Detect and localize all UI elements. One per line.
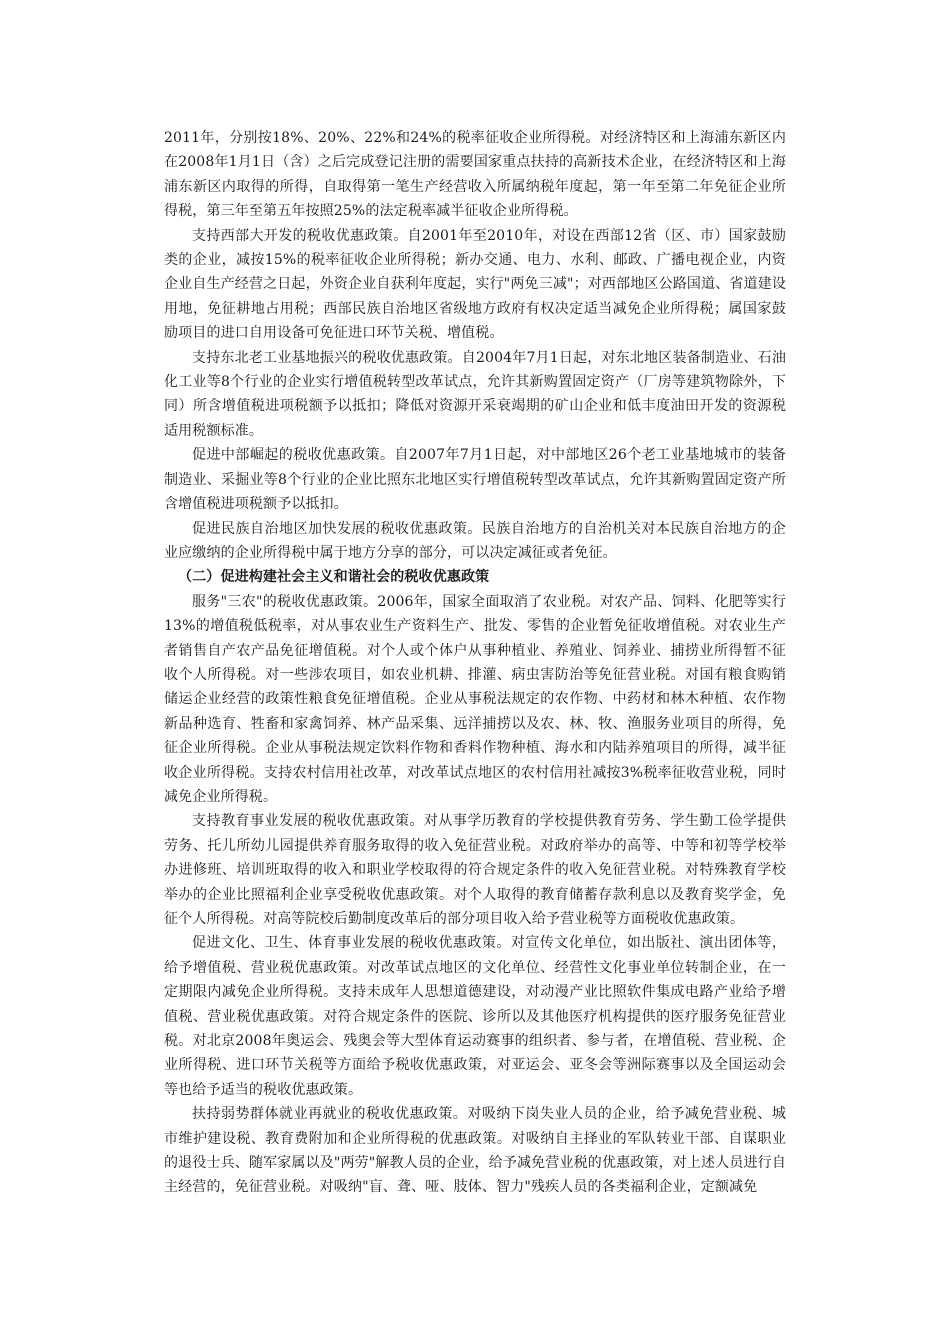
document-body xyxy=(164,126,786,1200)
paragraph-culture-health-sports: 促进文化、卫生、体育事业发展的税收优惠政策。对宣传文化单位，如出版社、演出团体等，给予增值税、营业税优惠政策。对改革试点地区的文化单位、经营性文化事业单位转制企业，在一定期限内减免企业所得税。支持未成年人思想道德建设，对动漫产业比照软件集成电路产业给予增值税、营业税优惠政策。对符合规定条件的医院、诊所以及其他医疗机构提供的医疗服务免征营业税。对北京2008年奥运会、残奥会等大型体育运动赛事的组织者、参与者，在增值税、营业税、企业所得税、进口环节关税等方面给予税收优惠政策，对亚运会、亚冬会等洲际赛事以及全国运动会等也给予适当的税收优惠政策。 xyxy=(164,935,786,1098)
paragraph-education: 支持教育事业发展的税收优惠政策。对从事学历教育的学校提供教育劳务、学生勤工俭学提供劳务、托儿所幼儿园提供养育服务取得的收入免征营业税。对政府举办的高等、中等和初等学校举办进修班、培训班取得的收入和职业学校取得的符合规定条件的收入免征营业税。对特殊教育学校举办的企业比照福利企业享受税收优惠政策。对个人取得的教育储蓄存款利息以及教育奖学金，免征个人所得税。对高等院校后勤制度改革后的部分项目收入给予营业税等方面税收优惠政策。 xyxy=(164,813,786,927)
section-heading: （二）促进构建社会主义和谐社会的税收优惠政策 xyxy=(178,569,490,586)
paragraph-enterprise-income-tax-rates: 2011年，分别按18%、20%、22%和24%的税率征收企业所得税。对经济特区和上海浦东新区内在2008年1月1日（含）之后完成登记注册的需要国家重点扶持的高新技术企业，在经济特区和上海浦东新区内取得的所得，自取得第一笔生产经营收入所属纳税年度起，第一年至第二年免征企业所得税，第三年至第五年按照25%的法定税率减半征收企业所得税。 xyxy=(164,130,786,220)
paragraph-northeast-revitalization: 支持东北老工业基地振兴的税收优惠政策。自2004年7月1日起，对东北地区装备制造业、石油化工业等8个行业的企业实行增值税转型改革试点，允许其新购置固定资产（厂房等建筑物除外，下同）所含增值税进项税额予以抵扣；降低对资源开采衰竭期的矿山企业和低丰度油田开发的资源税适用税额标准。 xyxy=(164,349,786,439)
paragraph-agriculture: 服务"三农"的税收优惠政策。2006年，国家全面取消了农业税。对农产品、饲料、化肥等实行13%的增值税低税率，对从事农业生产资料生产、批发、零售的企业暂免征收增值税。对农业生产者销售自产农产品免征增值税。对个人或个体户从事种植业、养殖业、饲养业、捕捞业所得暂不征收个人所得税。对一些涉农项目，如农业机耕、排灌、病虫害防治等免征营业税。对国有粮食购销储运企业经营的政策性粮食免征增值税。企业从事税法规定的农作物、中药材和林木种植、农作物新品种选育、牲畜和家禽饲养、林产品采集、远洋捕捞以及农、林、牧、渔服务业项目的所得，免征企业所得税。企业从事税法规定饮料作物和香料作物种植、海水和内陆养殖项目的所得，减半征收企业所得税。支持农村信用社改革，对改革试点地区的农村信用社减按3%税率征收营业税，同时减免企业所得税。 xyxy=(164,593,786,805)
paragraph-vulnerable-groups-employment: 扶持弱势群体就业再就业的税收优惠政策。对吸纳下岗失业人员的企业，给予减免营业税、城市维护建设税、教育费附加和企业所得税的优惠政策。对吸纳自主择业的军队转业干部、自谋职业的退役士兵、随军家属以及"两劳"解教人员的企业，给予减免营业税的优惠政策，对上述人员进行自主经营的，免征营业税。对吸纳"盲、聋、哑、肢体、智力"残疾人员的各类福利企业，定额减免 xyxy=(164,1106,786,1196)
paragraph-western-development: 支持西部大开发的税收优惠政策。自2001年至2010年，对设在西部12省（区、市）国家鼓励类的企业，减按15%的税率征收企业所得税；新办交通、电力、水利、邮政、广播电视企业，内资企业自生产经营之日起，外资企业自获利年度起，实行"两免三减"；对西部地区公路国道、省道建设用地，免征耕地占用税；西部民族自治地区省级地方政府有权决定适当减免企业所得税；属国家鼓励项目的进口自用设备可免征进口环节关税、增值税。 xyxy=(164,227,786,342)
paragraph-ethnic-autonomous-regions: 促进民族自治地区加快发展的税收优惠政策。民族自治地方的自治机关对本民族自治地方的企业应缴纳的企业所得税中属于地方分享的部分，可以决定减征或者免征。 xyxy=(164,520,786,561)
paragraph-central-rise: 促进中部崛起的税收优惠政策。自2007年7月1日起，对中部地区26个老工业基地城市的装备制造业、采掘业等8个行业的企业比照东北地区实行增值税转型改革试点，允许其新购置固定资产所含增值税进项税额予以抵扣。 xyxy=(164,447,786,513)
